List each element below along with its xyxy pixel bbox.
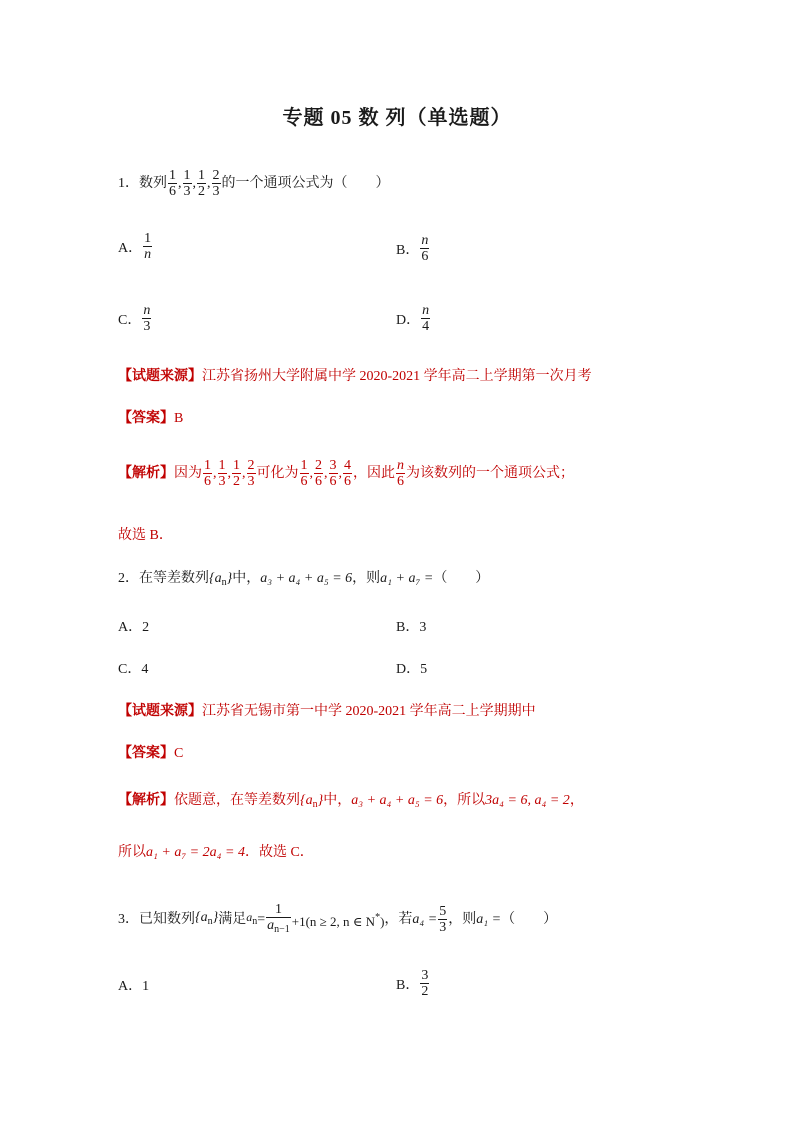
analysis-line: 【解析】依题意，在等差数列$\{a_n\}$中，a₃ + a₄ + a₅ = 6，所以3a₄ = 6, a₄ = 2，	[118, 793, 584, 810]
option-a[interactable]: A． $\frac{1}{n}$	[118, 231, 152, 262]
asked-expression: a₁ + a₇ =	[380, 571, 434, 586]
option-b[interactable]: B．3	[396, 620, 427, 635]
source-line: 【试题来源】江苏省无锡市第一中学 2020-2021 学年高二上学期期中	[118, 704, 536, 719]
fraction: $\frac{2}{3}$	[212, 168, 220, 199]
answer-line: 【答案】C	[118, 746, 184, 761]
conclusion: 故选 B．	[118, 528, 173, 543]
fraction: $\frac{1}{2}$	[198, 168, 205, 199]
stem-text: 的一个通项公式为（ ）	[221, 175, 390, 191]
analysis-line: 【解析】 因为 $\frac{1}{6}$ , $\frac{1}{3}$ , $\frac{1}{2}$ , $\frac{2}{3}$ 可化为 $\frac{1}{6}$ , $\frac{2}{6}$ , $\frac{3}{6}$ , $\frac{4}{6}$ ，因此 $\frac{n}{6}$ 为该数列的一个通项公式；	[118, 458, 574, 489]
question-1-stem	[118, 168, 390, 199]
option-c[interactable]: C． $\frac{n}{3}$	[118, 303, 151, 334]
analysis-label: 【解析】	[118, 465, 174, 481]
fraction: $\frac{1}{6}$	[169, 168, 176, 199]
option-d[interactable]: D． $\frac{n}{4}$	[396, 303, 430, 334]
source-label: 【试题来源】	[118, 369, 202, 384]
sequence-notation: $\{a_n\}$	[209, 571, 233, 588]
answer-label: 【答案】	[118, 411, 174, 426]
sequence: $\frac{1}{6}$ , $\frac{1}{3}$ , $\frac{1}{2}$ , $\frac{2}{3}$	[169, 168, 220, 199]
analysis-line-2: 所以a₁ + a₇ = 2a₄ = 4．故选 C．	[118, 845, 314, 860]
question-3-stem: 3． 已知数列 $\{a_n\}$ 满足 $a_n$ = $\frac{1}{a_{n-1}}$ +1(n ≥ 2, n ∈ N*) ，若 a₄ = $\frac{5}{3}$ ，则 a₁ = （ ）	[118, 902, 558, 935]
source-text: 江苏省扬州大学附属中学 2020-2021 学年高二上学期第一次月考	[202, 369, 592, 384]
option-a[interactable]: A．1	[118, 979, 150, 994]
stem-text: 数列	[139, 175, 167, 191]
option-b[interactable]: B． $\frac{n}{6}$	[396, 233, 429, 264]
given-condition: a₃ + a₄ + a₅ = 6	[260, 571, 353, 586]
option-a[interactable]: A．2	[118, 620, 150, 635]
question-number: 1．	[118, 175, 139, 191]
fraction: $\frac{1}{3}$	[183, 168, 191, 199]
page-title: 专题 05 数 列（单选题）	[282, 107, 512, 129]
option-c[interactable]: C．4	[118, 662, 149, 677]
answer-value: B	[174, 411, 184, 426]
question-2-stem: 2．在等差数列$\{a_n\}$中，a₃ + a₄ + a₅ = 6，则a₁ + a₇ =（ ）	[118, 571, 490, 588]
source-line	[118, 367, 592, 387]
option-d[interactable]: D．5	[396, 662, 428, 677]
option-b[interactable]: B． $\frac{3}{2}$	[396, 968, 429, 999]
answer-line	[118, 409, 183, 429]
